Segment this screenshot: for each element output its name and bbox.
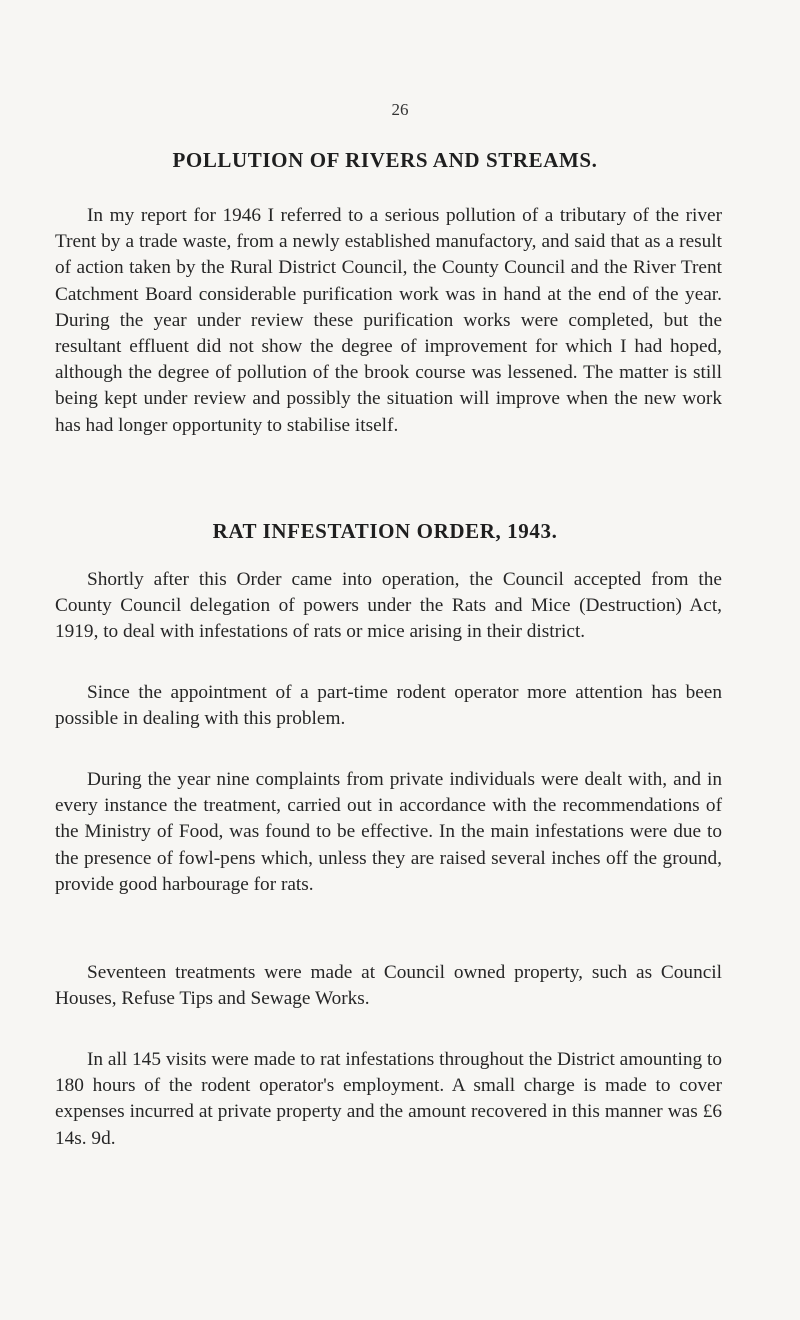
paragraph-council-treatments: Seventeen treatments were made at Council owned property, such as Council Houses, Refuse Tips and Sewage Works. <box>55 962 722 1010</box>
section-heading-rat-infestation: RAT INFESTATION ORDER, 1943. <box>212 519 558 543</box>
paragraph-visits-summary: In all 145 visits were made to rat infestations throughout the District amounting to 180 hours of the rodent operator's employment. A small charge is made to cover expenses incurred at private property and the amount recovered in this manner was £6 14s. 9d. <box>55 1049 722 1149</box>
section-heading-pollution: POLLUTION OF RIVERS AND STREAMS. <box>172 148 598 172</box>
paragraph-complaints: During the year nine complaints from private individuals were dealt with, and in every instance the treatment, carried out in accordance with the recommendations of the Ministry of Food, was found to be effective. In the main infestations were due to the presence of fowl-pens which, unless they are raised several inches off the ground, provide good harbourage for rats. <box>55 769 722 895</box>
page-number: 26 <box>391 100 409 119</box>
paragraph-order-delegation: Shortly after this Order came into operation, the Council accepted from the County Council delegation of powers under the Rats and Mice (Destruction) Act, 1919, to deal with infestations of rats or mice arising in their district. <box>55 569 722 643</box>
paragraph-pollution: In my report for 1946 I referred to a serious pollution of a tributary of the river Trent by a trade waste, from a newly established manufactory, and said that as a result of action taken by the Rural District Council, the County Council and the River Trent Catchment Board considerable purification work was in hand at the end of the year. During the year under review these purification works were completed, but the resultant effluent did not show the degree of improvement for which I had hoped, although the degree of pollution of the brook course was lessened. The matter is still being kept under review and possibly the situation will improve when the new work has had longer opportunity to stabilise itself. <box>55 205 722 436</box>
paragraph-rodent-operator: Since the appointment of a part-time rodent operator more attention has been possible in dealing with this problem. <box>55 682 722 730</box>
